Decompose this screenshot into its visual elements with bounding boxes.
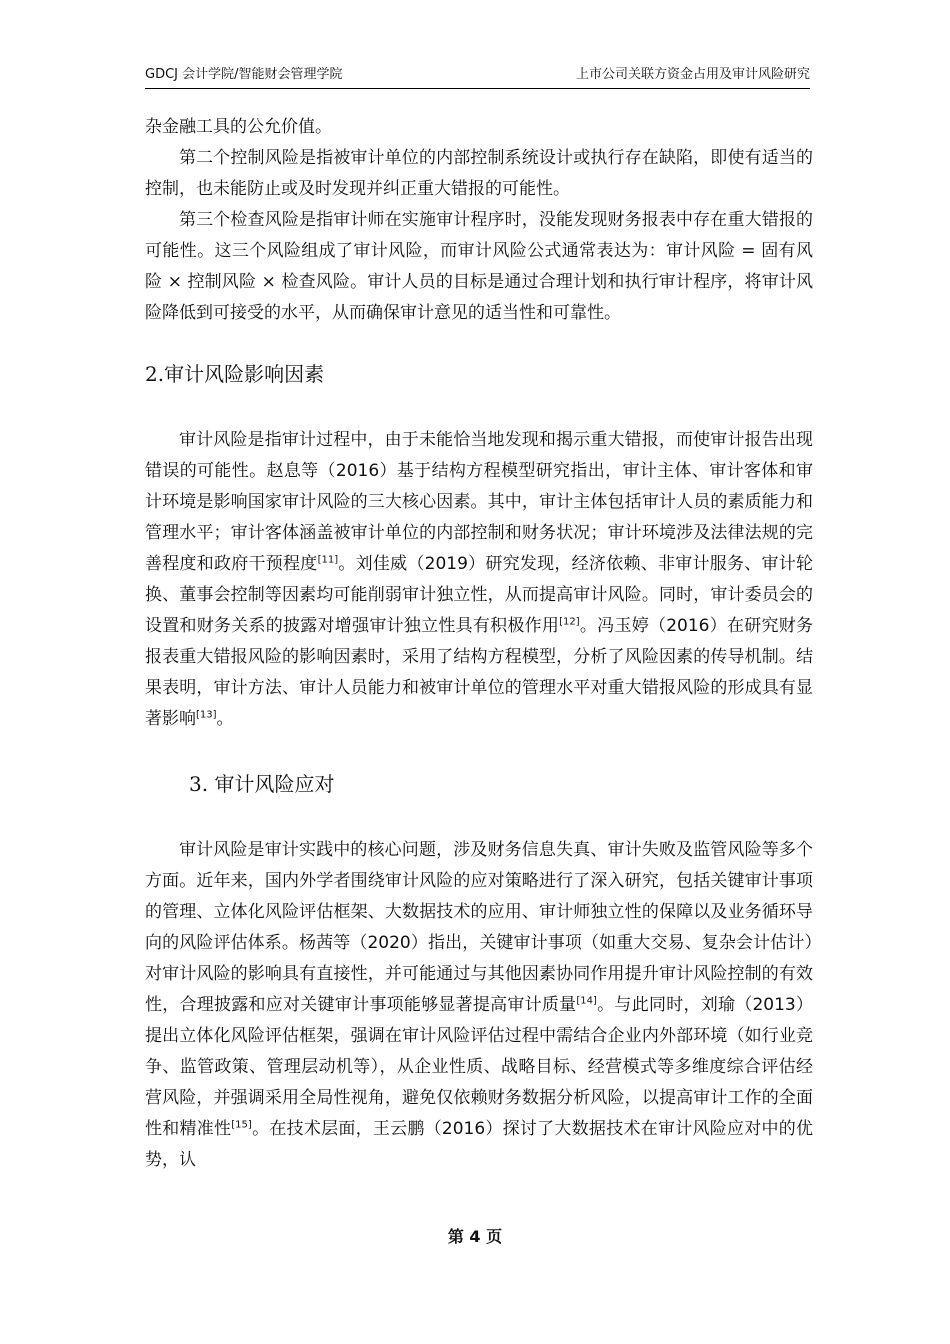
citation-ref: [14] bbox=[576, 995, 597, 1007]
citation-ref: [13] bbox=[196, 709, 217, 721]
citation-ref: [11] bbox=[317, 554, 339, 566]
body-text bbox=[145, 112, 813, 1176]
citation-ref: [12] bbox=[559, 616, 580, 628]
header-thesis-title: 上市公司关联方资金占用及审计风险研究 bbox=[575, 67, 810, 82]
paragraph-continuation: 杂金融工具的公允价值。 bbox=[145, 117, 332, 137]
running-header bbox=[145, 66, 810, 89]
paragraph-text: 。在技术层面，王云鹏（2016）探讨了大数据技术在审计风险应对中的优势，认 bbox=[145, 1119, 813, 1170]
paragraph-audit-risk-response bbox=[145, 835, 813, 1176]
paragraph-text: 审计风险是审计实践中的核心问题，涉及财务信息失真、审计失败及监管风险等多个方面。近年来，国内外学者围绕审计风险的应对策略进行了深入研究，包括关键审计事项的管理、立体化风险评估框架、大数据技术的应用、审计师独立性的保障以及业务循环导向的风险评估体系。杨茜等（2020）指出，关键审计事项（如重大交易、复杂会计估计）对审计风险的影响具有直接性，并可能通过与其他因素协同作用提升审计风险控制的有效性，合理披露和应对关键审计事项能够显著提高审计质量 bbox=[145, 840, 813, 1015]
paragraph-text: 。 bbox=[216, 709, 234, 729]
citation-ref: [15] bbox=[231, 1119, 252, 1131]
paragraph-control-risk: 第二个控制风险是指被审计单位的内部控制系统设计或执行存在缺陷，即使有适当的控制，也未能防止或及时发现并纠正重大错报的可能性。 bbox=[145, 148, 813, 199]
paragraph-text: 。刘佳威（2019）研究发现，经济依赖、非审计服务、审计轮换、董事会控制等因素均可能削弱审计独立性，从而提高审计风险。同时，审计委员会的设置和财务关系的披露对增强审计独立性具有积极作用 bbox=[145, 554, 814, 636]
section-heading-audit-risk-factors: 2.审计风险影响因素 bbox=[145, 362, 325, 386]
paragraph-audit-risk-factors bbox=[145, 425, 813, 735]
paragraph-detection-risk: 第三个检查风险是指审计师在实施审计程序时，没能发现财务报表中存在重大错报的可能性。这三个风险组成了审计风险，而审计风险公式通常表达为：审计风险 = 固有风险 × 控制风险 × 检查风险。审计人员的目标是通过合理计划和执行审计程序，将审计风险降低到可接受的水平，从而确保审计意见的适当性和可靠性。 bbox=[145, 210, 813, 323]
section-heading-audit-risk-response: 3. 审计风险应对 bbox=[189, 772, 335, 796]
header-institution: GDCJ 会计学院/智能财会管理学院 bbox=[145, 67, 343, 82]
paragraph-text: 。冯玉婷（2016）在研究财务报表重大错报风险的影响因素时，采用了结构方程模型，分析了风险因素的传导机制。结果表明，审计方法、审计人员能力和被审计单位的管理水平对重大错报风险的形成具有显著影响 bbox=[145, 616, 814, 729]
page-number: 第 4 页 bbox=[447, 1227, 503, 1246]
paragraph-text: 。与此同时，刘瑜（2013）提出立体化风险评估框架，强调在审计风险评估过程中需结合企业内外部环境（如行业竞争、监管政策、管理层动机等），从企业性质、战略目标、经营模式等多维度综合评估经营风险，并强调采用全局性视角，避免仅依赖财务数据分析风险，以提高审计工作的全面性和精准性 bbox=[145, 995, 813, 1139]
paragraph-text: 审计风险是指审计过程中，由于未能恰当地发现和揭示重大错报，而使审计报告出现错误的可能性。赵息等（2016）基于结构方程模型研究指出，审计主体、审计客体和审计环境是影响国家审计风险的三大核心因素。其中，审计主体包括审计人员的素质能力和管理水平；审计客体涵盖被审计单位的内部控制和财务状况；审计环境涉及法律法规的完善程度和政府干预程度 bbox=[145, 430, 813, 574]
